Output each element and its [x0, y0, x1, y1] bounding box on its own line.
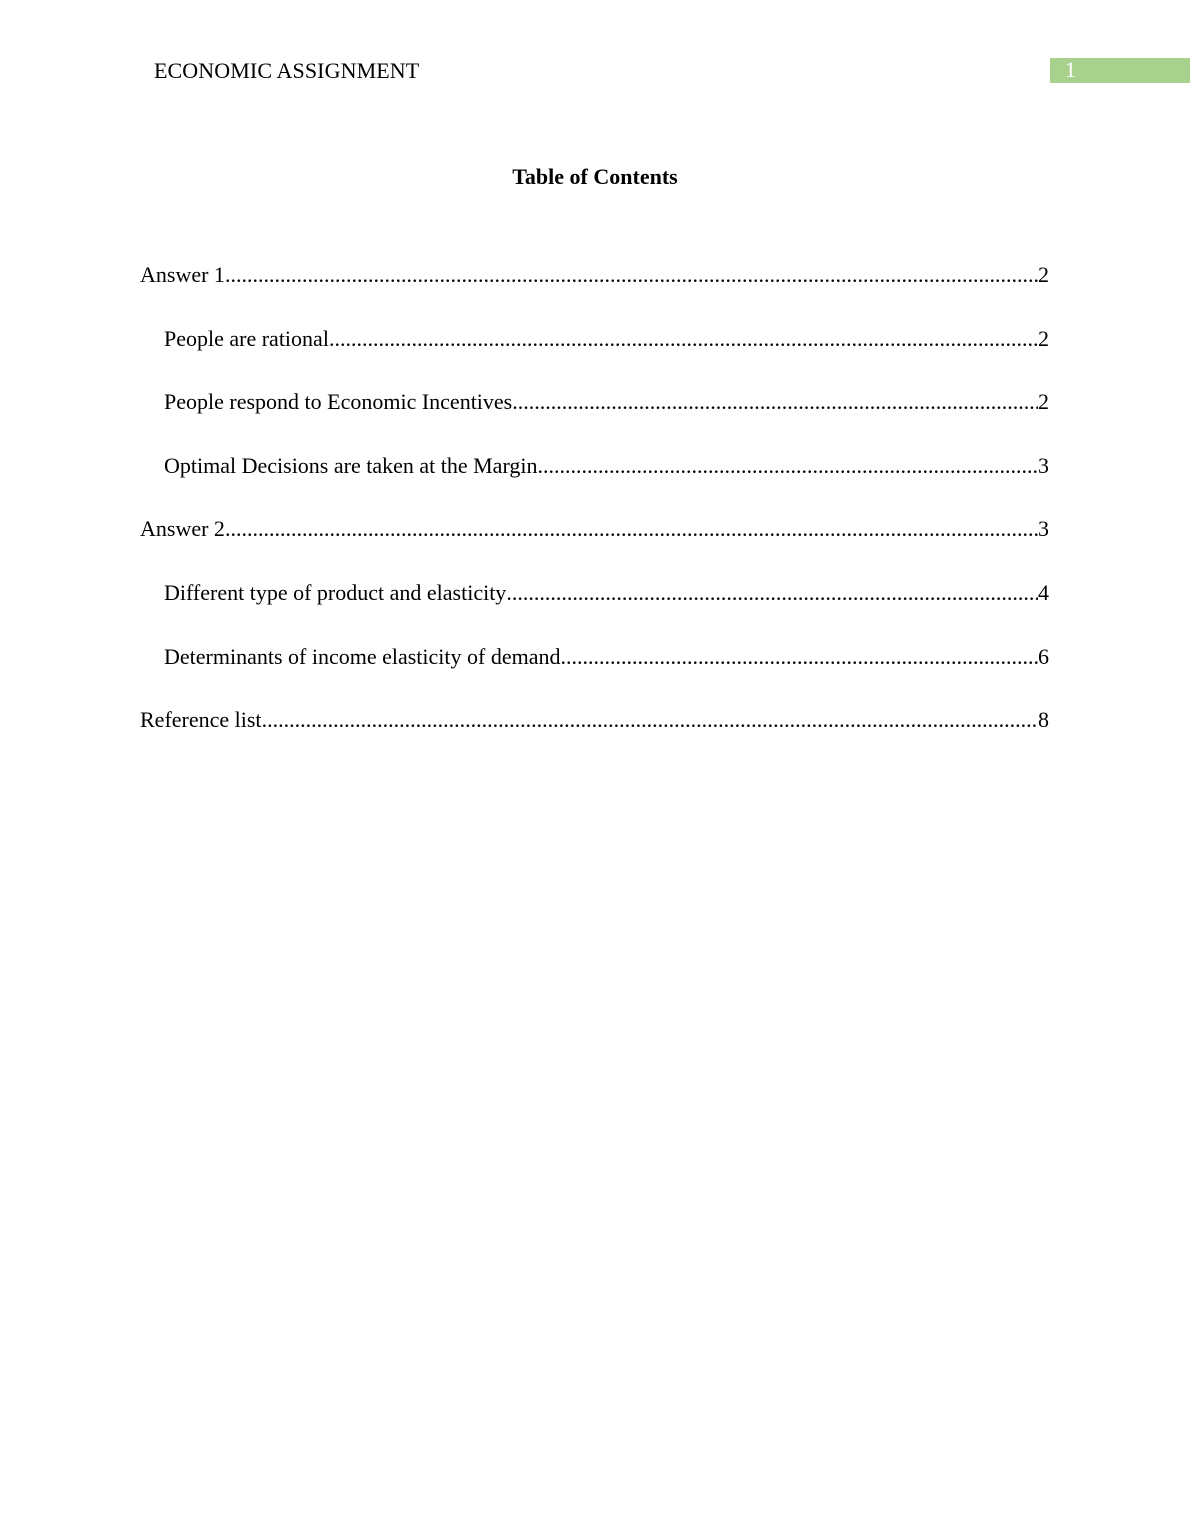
toc-entry-page: 3	[1038, 516, 1049, 542]
toc-leader-dots	[537, 451, 1038, 481]
toc-entry-people-are-rational[interactable]	[140, 324, 1049, 388]
toc-entry-economic-incentives[interactable]	[140, 387, 1049, 451]
toc-entry-label: Optimal Decisions are taken at the Margin	[164, 452, 538, 478]
toc-entry-label: Different type of product and elasticity	[164, 579, 507, 605]
toc-entry-label: Determinants of income elasticity of demand	[164, 643, 561, 669]
page-number: 1	[1065, 57, 1076, 82]
toc-leader-dots	[225, 514, 1038, 544]
toc-entry-answer-1[interactable]	[140, 260, 1049, 324]
toc-entry-label: Answer 1	[140, 262, 225, 287]
table-of-contents	[140, 260, 1049, 769]
toc-entry-label: Reference list	[140, 707, 262, 733]
toc-leader-dots	[560, 642, 1038, 672]
toc-entry-page: 2	[1038, 262, 1049, 287]
page-number-badge	[1050, 58, 1190, 83]
toc-entry-label: Answer 2	[140, 516, 225, 542]
toc-leader-dots	[225, 260, 1038, 290]
toc-leader-dots	[329, 324, 1038, 354]
toc-heading: Table of Contents	[512, 164, 678, 189]
toc-entry-page: 4	[1038, 579, 1049, 605]
toc-entry-page: 6	[1038, 643, 1049, 669]
toc-entry-income-elasticity[interactable]	[140, 642, 1049, 706]
toc-entry-page: 3	[1038, 452, 1049, 478]
toc-leader-dots	[262, 705, 1038, 735]
toc-entry-product-elasticity[interactable]	[140, 578, 1049, 642]
running-header-title: ECONOMIC ASSIGNMENT	[154, 58, 420, 83]
toc-entry-reference-list[interactable]	[140, 705, 1049, 769]
toc-entry-label: People respond to Economic Incentives	[164, 389, 513, 415]
toc-entry-page: 2	[1038, 325, 1049, 351]
toc-entry-optimal-decisions[interactable]	[140, 451, 1049, 515]
toc-leader-dots	[506, 578, 1038, 608]
toc-entry-answer-2[interactable]	[140, 514, 1049, 578]
toc-entry-page: 8	[1038, 707, 1049, 733]
toc-entry-label: People are rational	[164, 325, 329, 351]
toc-leader-dots	[512, 387, 1038, 417]
toc-entry-page: 2	[1038, 389, 1049, 415]
